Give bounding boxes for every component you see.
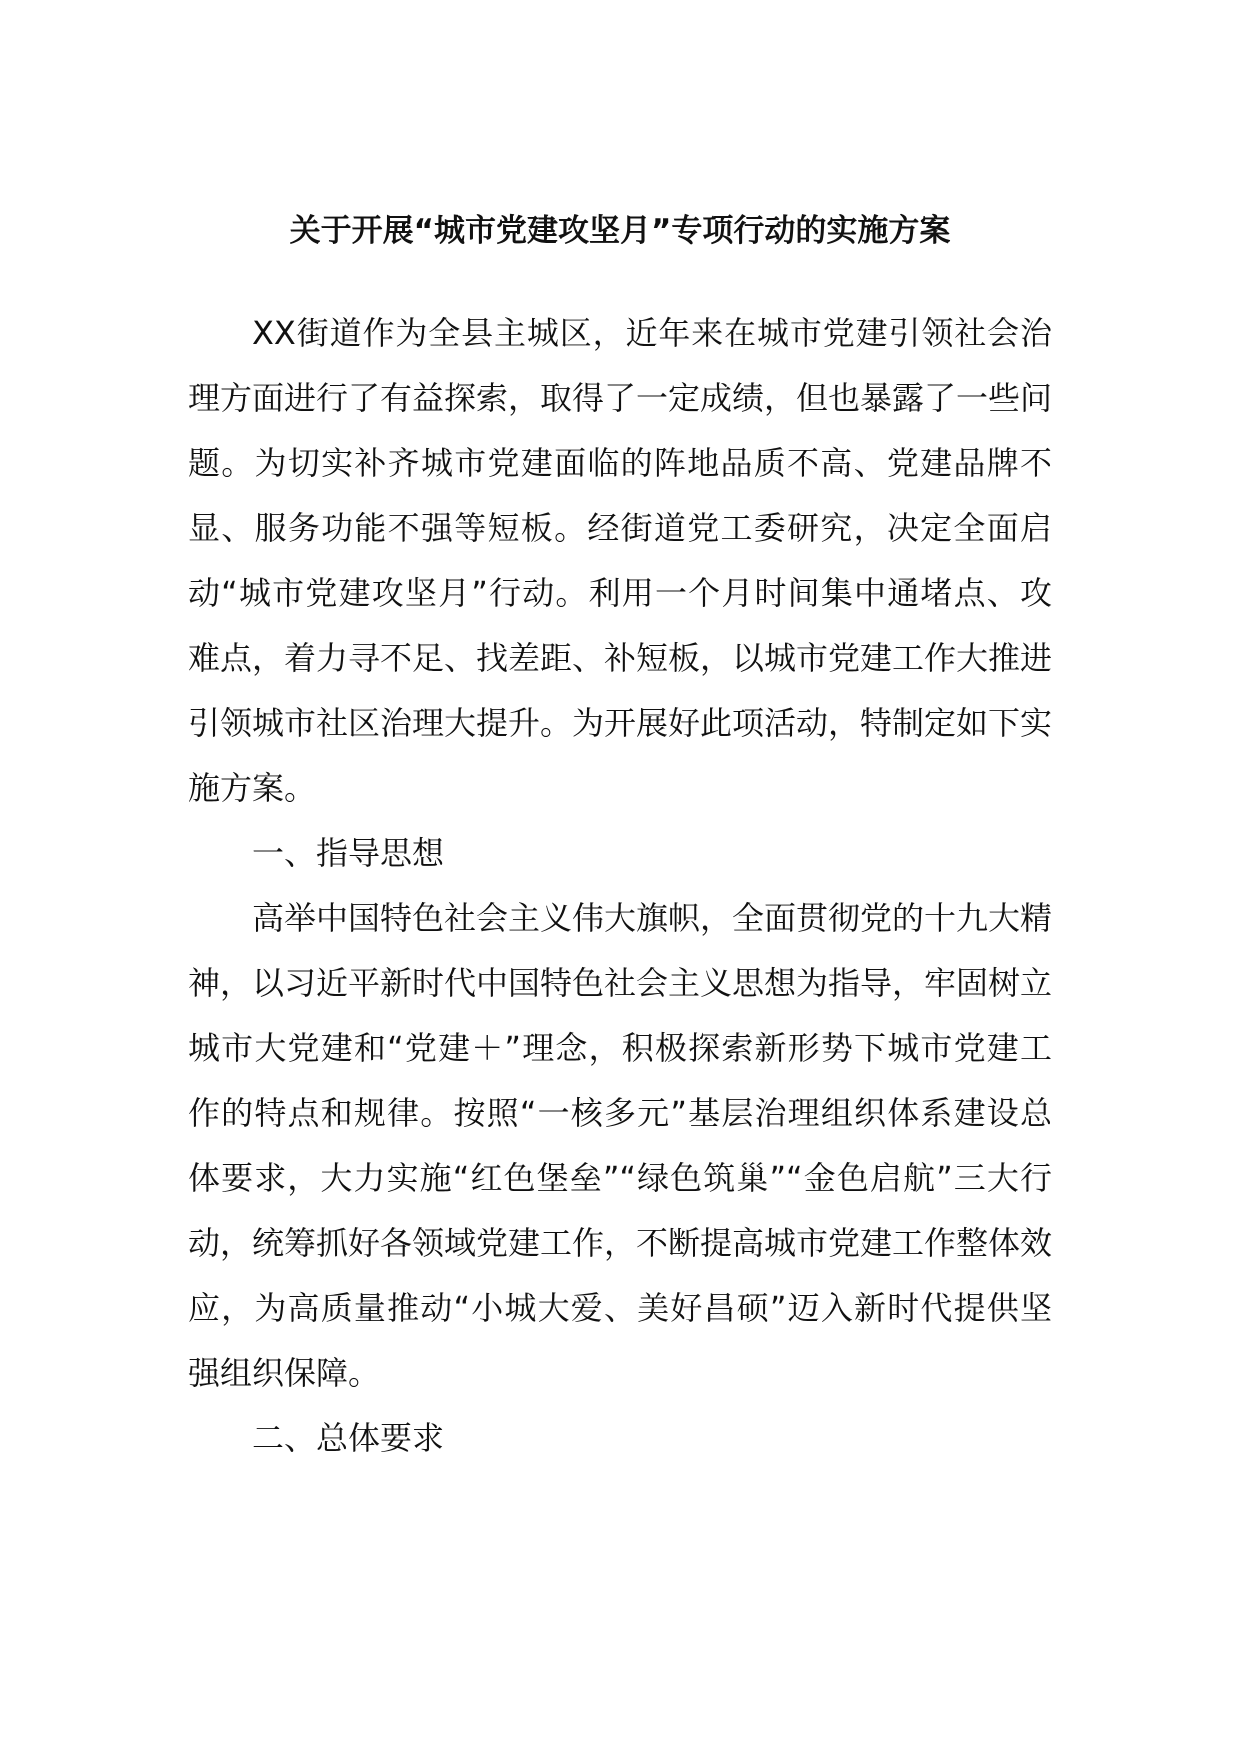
section-heading-general-requirements: 二、总体要求 xyxy=(252,1419,445,1457)
document-title: 关于开展“城市党建攻坚月”专项行动的实施方案 xyxy=(289,213,951,249)
section-heading-guiding-ideology: 一、指导思想 xyxy=(252,834,445,872)
document-body xyxy=(188,301,1052,1471)
paragraph-guiding-ideology: 高举中国特色社会主义伟大旗帜，全面贯彻党的十九大精神，以习近平新时代中国特色社会主义思想为指导，牢固树立城市大党建和“党建＋”理念，积极探索新形势下城市党建工作的特点和规律。按照“一核多元”基层治理组织体系建设总体要求，大力实施“红色堡垒”“绿色筑巢”“金色启航”三大行动，统筹抓好各领域党建工作，不断提高城市党建工作整体效应，为高质量推动“小城大爱、美好昌硕”迈入新时代提供坚强组织保障。 xyxy=(188,899,1053,1392)
paragraph-intro: XX街道作为全县主城区，近年来在城市党建引领社会治理方面进行了有益探索，取得了一定成绩，但也暴露了一些问题。为切实补齐城市党建面临的阵地品质不高、党建品牌不显、服务功能不强等短板。经街道党工委研究，决定全面启动“城市党建攻坚月”行动。利用一个月时间集中通堵点、攻难点，着力寻不足、找差距、补短板，以城市党建工作大推进引领城市社区治理大提升。为开展好此项活动，特制定如下实施方案。 xyxy=(188,314,1053,807)
